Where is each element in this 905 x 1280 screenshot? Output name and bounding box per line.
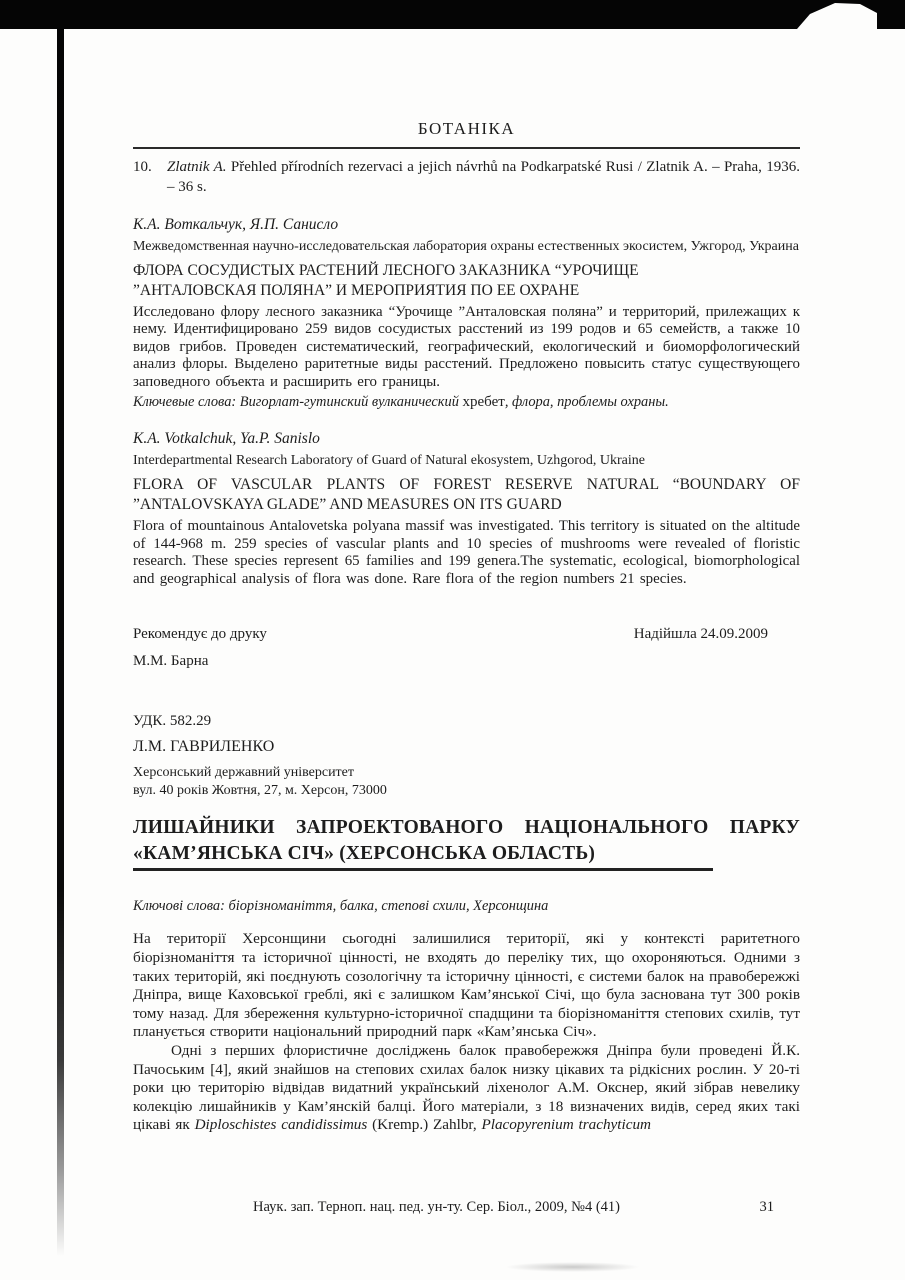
- article-title-ru: [133, 261, 800, 302]
- reference-citation: Přehled přírodních rezervaci a jejich návrhů na Podkarpatské Rusi / Zlatnik A. – Praha, 1936. – 36 s.: [167, 159, 800, 195]
- keywords-ru-upright: хребет: [462, 394, 505, 411]
- article-title-en-line1: FLORA OF VASCULAR PLANTS OF FOREST RESERVE NATURAL “BOUNDARY OF: [133, 475, 800, 493]
- affiliation-en: Interdepartmental Research Laboratory of Guard of Natural ekosystem, Uzhgorod, Ukraine: [133, 453, 645, 469]
- abstract-en: Flora of mountainous Antalovetska polyana massif was investigated. This territory is situated on the altitude of 144-968 m. 259 species of vascular plants and 10 species of mushrooms were revealed of floristic research. These species represent 65 families and 199 genera.The systematic, ecological, biomorphological and geographical analysis of flora was done. Rare flora of the region numbers 21 species.: [133, 517, 800, 587]
- journal-citation: Наук. зап. Терноп. нац. пед. ун-ту. Сер. Біол., 2009, №4 (41): [252, 1199, 620, 1215]
- scan-smudge: [505, 1262, 640, 1272]
- affiliation-kherson-line1: Херсонський державний університет: [133, 765, 355, 781]
- page-content: [133, 118, 800, 1135]
- reference-number: 10.: [133, 159, 152, 175]
- udc-code: УДК. 582.29: [133, 713, 212, 730]
- reference-author: Zlatnik A.: [167, 159, 227, 175]
- recommend-label: Рекомендує до друку: [133, 626, 267, 643]
- article-title-en-line2: ”ANTALOVSKAYA GLADE” AND MEASURES ON ITS GUARD: [133, 496, 562, 514]
- paragraph-2: [133, 1042, 800, 1135]
- keywords-ru-start: Ключевые слова: Вигорлат-гутинский вулканический: [133, 394, 463, 411]
- main-title-line2-wrap: [133, 841, 800, 871]
- author-gavrylenko: Л.М. ГАВРИЛЕНКО: [133, 738, 275, 756]
- keywords-ru-end: , флора, проблемы охраны.: [504, 394, 669, 411]
- abstract-ru: Исследовано флору лесного заказника “Урочище ”Анталовская поляна” и территорий, прилежащих к нему. Идентифицировано 259 видов сосудистых расстений из 199 родов и 65 семейств, а также 10 видов грибов. Проведен систематический, географический, екологический и биоморфологический анализ флоры. Выделено раритетные виды расстений. Предложено повысить статус существующего заповедного объекта и расширить его границы.: [133, 303, 800, 390]
- species-name-2: Placopyrenium trachyticum: [481, 1116, 652, 1134]
- paragraph-2-between: (Kremp.) Zahlbr,: [367, 1116, 482, 1134]
- keywords-ua: Ключові слова: біорізноманіття, балка, степові схили, Херсонщина: [133, 898, 549, 915]
- keywords-ru: [133, 393, 800, 411]
- article-title-en: [133, 475, 800, 516]
- header-rule: [133, 147, 800, 149]
- page-number: 31: [759, 1199, 774, 1215]
- paragraph-2-text: Одні з перших флористичне досліджень балок правобережжя Дніпра були проведені Й.К. Пачоським [4], який знайшов на степових схилах балок низку цікавих та рідкісних рослин. У 20-ті роки цю територію відвідав видатний український ліхенолог А.М. Окснер, який зібрав невелику колекцію лишайників у Кам’янскій балці. Його матеріали, з 18 визначених видів, серед яких такі цікаві як: [133, 1041, 800, 1134]
- editor-name: М.М. Барна: [133, 653, 209, 670]
- english-block: [133, 428, 800, 588]
- main-title-line2: «КАМ’ЯНСЬКА СІЧ» (ХЕРСОНСЬКА ОБЛАСТЬ): [133, 841, 713, 871]
- scan-top-band: [0, 0, 905, 29]
- editorial-row: [133, 624, 800, 644]
- article-title-ru-line1: ФЛОРА СОСУДИСТЫХ РАСТЕНИЙ ЛЕСНОГО ЗАКАЗНИКА “УРОЧИЩЕ: [133, 261, 639, 279]
- page-footer: [133, 1198, 800, 1217]
- main-article-title: [133, 815, 800, 871]
- article-title-ru-line2: ”АНТАЛОВСКАЯ ПОЛЯНА” И МЕРОПРИЯТИЯ ПО ЕЕ ОХРАНЕ: [133, 282, 580, 299]
- scan-edge-line: [57, 28, 64, 1256]
- authors-en: K.A. Votkalchuk, Ya.P. Sanislo: [133, 430, 320, 448]
- main-title-line1: ЛИШАЙНИКИ ЗАПРОЕКТОВАНОГО НАЦІОНАЛЬНОГО ПАРКУ: [133, 817, 800, 839]
- reference-item: [133, 158, 800, 197]
- page-corner-fold: [740, 0, 905, 29]
- species-name-1: Diploschistes candidissimus: [194, 1116, 368, 1134]
- reference-text: [167, 158, 800, 197]
- received-date: Надійшла 24.09.2009: [633, 626, 768, 643]
- affiliation-ru: Межведомственная научно-исследовательская лаборатория охраны естественных экосистем, Ужгород, Украина: [133, 239, 799, 254]
- section-header: БОТАНІКА: [417, 119, 516, 138]
- affiliation-kherson-line2: вул. 40 років Жовтня, 27, м. Херсон, 73000: [133, 782, 387, 798]
- paragraph-1: На території Херсонщини сьогодні залишилися території, які у контексті раритетного біорізноманіття та історичної цінності, не входять до переліку тих, що охороняються. Одними з таких територій, які поєднують созологічну та історичну цінності, є системи балок на правобережжі Дніпра, вище Каховської греблі, які є залишком Кам’янської Січі, що була заснована тут 300 років тому назад. Для збереження культурно-історичної спадщини та біорізноманіття степових схилів, тут планується створити національний природний парк «Кам’янська Січ».: [133, 930, 800, 1041]
- affiliation-kherson: [133, 764, 800, 799]
- authors-ru: К.А. Воткальчук, Я.П. Санисло: [133, 216, 339, 233]
